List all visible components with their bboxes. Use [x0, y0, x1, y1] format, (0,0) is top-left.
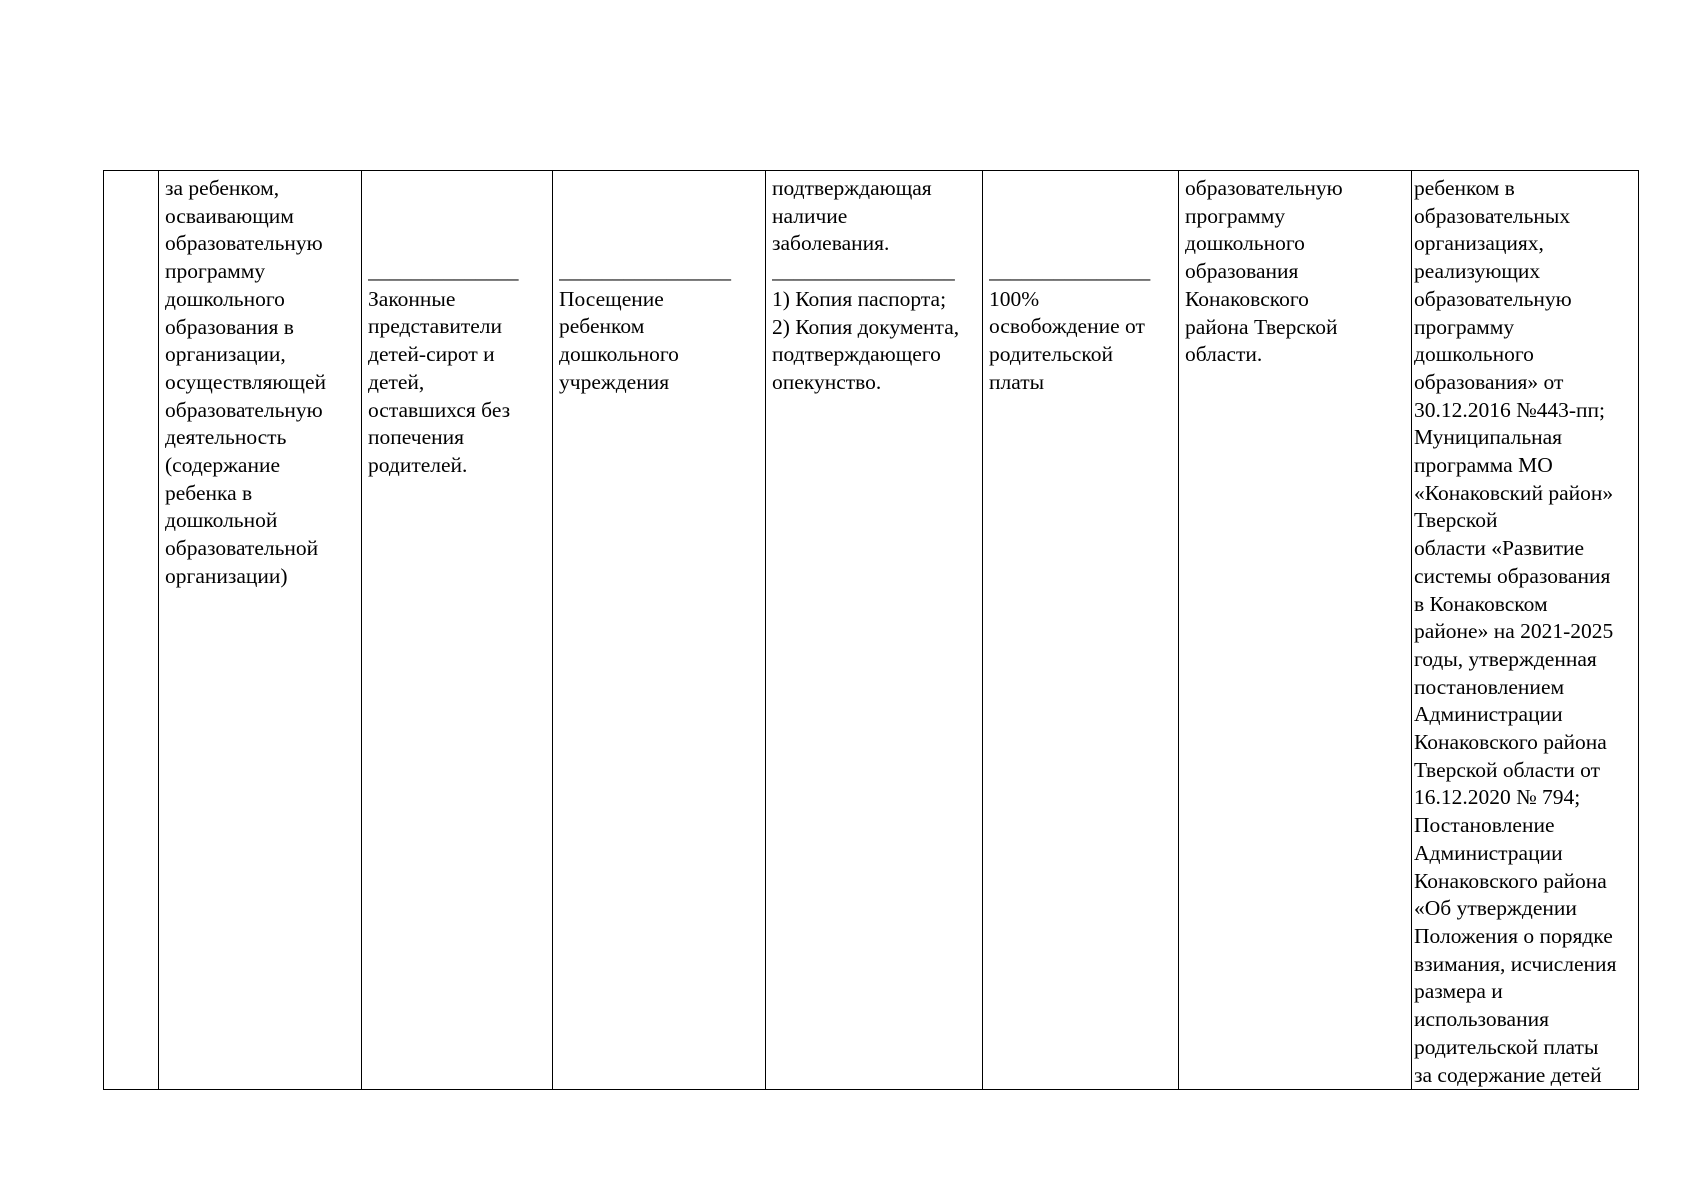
documents-text: 1) Копия паспорта; 2) Копия документа, подтверждающего опекунство. [772, 286, 960, 394]
documents-top-text: подтверждающая наличие заболевания. [772, 176, 932, 256]
service-cell [159, 171, 362, 1090]
legal-basis-cell [1412, 171, 1639, 1090]
recipients-cell [362, 171, 553, 1090]
documents-cell [766, 171, 983, 1090]
legal-basis-text: ребенком в образовательных организациях, реализующих образовательную программу дошкольного образования» от 30.12.2016 №443-пп; Муниципальная программа МО «Конаковский район» Тверской области «Развитие системы образования в Конаковском районе» на 2021-2025 годы, утвержденная постановлением Администрации Конаковского района Тверской области от 16.12.2020 № 794; Постановление Администрации Конаковского района «Об утверждении Положения о порядке взимания, исчисления размера и использования родительской платы за содержание детей [1414, 176, 1617, 1087]
condition-text: Посещение ребенком дошкольного учреждения [559, 286, 679, 394]
separator-rule: _______________ [989, 259, 1151, 283]
program-cell [1179, 171, 1412, 1090]
benefit-cell [983, 171, 1179, 1090]
separator-rule: ________________ [559, 259, 731, 283]
recipients-text: Законные представители детей-сирот и детей, оставшихся без попечения родителей. [368, 286, 511, 477]
program-text: образовательную программу дошкольного образования Конаковского района Тверской области. [1185, 176, 1343, 367]
benefit-text: 100% освобождение от родительской платы [989, 286, 1145, 394]
document-table [103, 170, 1639, 1090]
table-row [104, 171, 1639, 1090]
condition-cell [553, 171, 766, 1090]
service-text: за ребенком, осваивающим образовательную программу дошкольного образования в организации, осуществляющей образовательную деятельность (содержание ребенка в дошкольной образовательной организации) [165, 176, 327, 588]
number-cell [104, 171, 159, 1090]
separator-rule: ______________ [368, 259, 519, 283]
separator-rule: _________________ [772, 259, 955, 284]
